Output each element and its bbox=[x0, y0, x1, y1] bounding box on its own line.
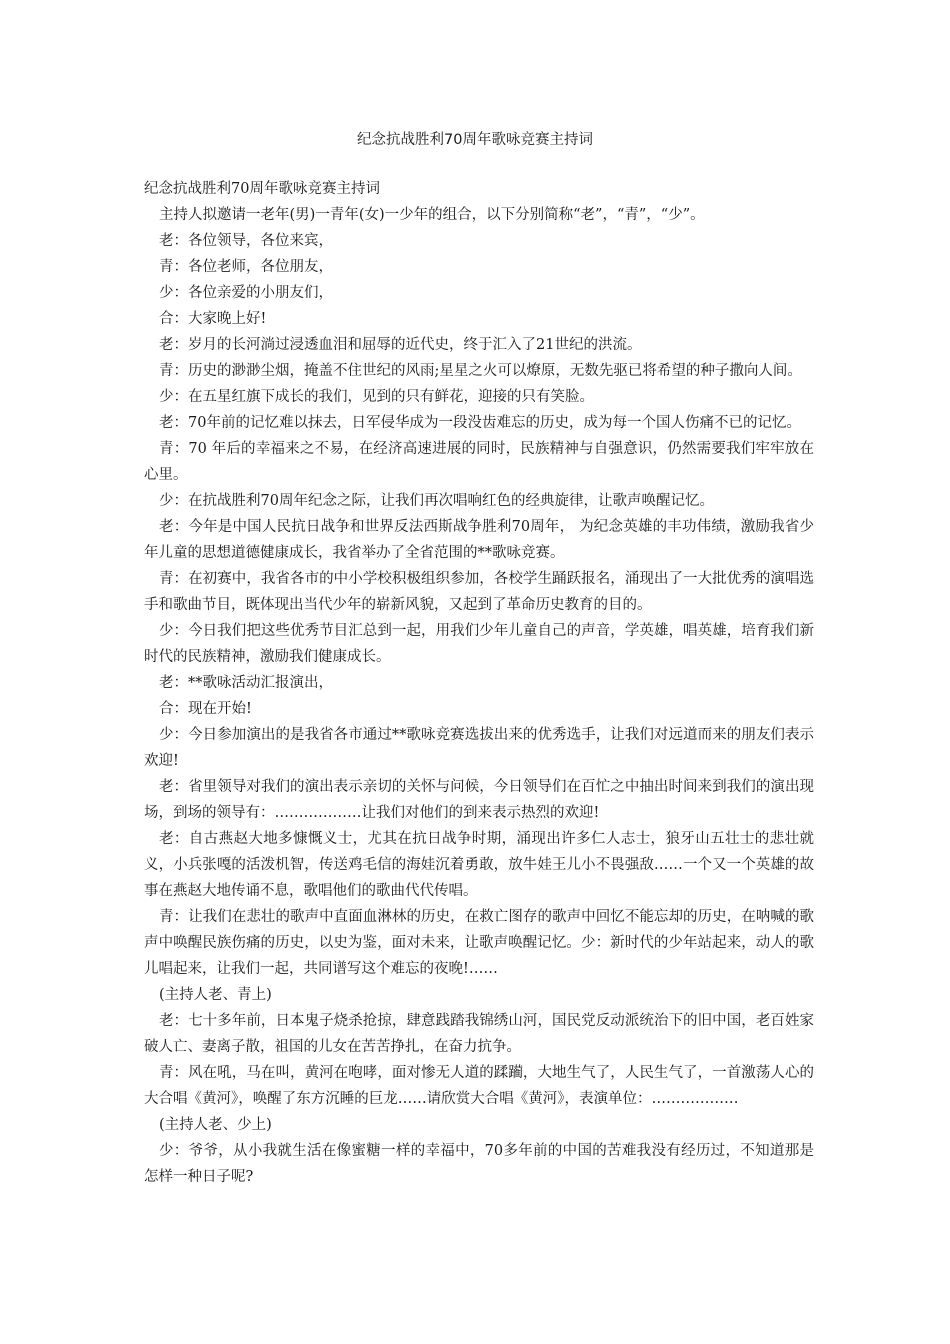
paragraph: 老：省里领导对我们的演出表示亲切的关怀与问候，今日领导们在百忙之中抽出时间来到我们的演出现场，到场的领导有：………………让我们对他们的到来表示热烈的欢迎! bbox=[144, 779, 814, 821]
paragraph: 少：在抗战胜利70周年纪念之际，让我们再次唱响红色的经典旋律，让歌声唤醒记忆。 bbox=[159, 493, 714, 509]
paragraph: 主持人拟邀请一老年(男)一青年(女)一少年的组合，以下分别简称“老”，“青”，“少”。 bbox=[159, 207, 705, 223]
stage-direction: (主持人老、少上) bbox=[159, 1117, 272, 1133]
stage-direction: (主持人老、青上) bbox=[159, 987, 272, 1003]
paragraph: 青：在初赛中，我省各市的中小学校积极组织参加，各校学生踊跃报名，涌现出了一大批优秀的演唱选手和歌曲节目，既体现出当代少年的崭新风貌，又起到了革命历史教育的目的。 bbox=[144, 571, 814, 613]
paragraph: 老：岁月的长河淌过浸透血泪和屈辱的近代史，终于汇入了21世纪的洪流。 bbox=[159, 337, 642, 353]
paragraph: 青：70 年后的幸福来之不易，在经济高速进展的同时，民族精神与自强意识，仍然需要我们牢牢放在心里。 bbox=[144, 441, 814, 483]
document-title: 纪念抗战胜利70周年歌咏竞赛主持词 bbox=[357, 132, 593, 148]
paragraph: 老：自古燕赵大地多慷慨义士，尤其在抗日战争时期，涌现出许多仁人志士，狼牙山五壮士的悲壮就义，小兵张嘎的活泼机智，传送鸡毛信的海娃沉着勇敢，放牛娃王儿小不畏强敌……一个又一个英雄的故事在燕赵大地传诵不息，歌唱他们的歌曲代代传唱。 bbox=[144, 831, 814, 899]
paragraph: 青：各位老师，各位朋友， bbox=[159, 259, 333, 275]
paragraph: 青：历史的渺渺尘烟，掩盖不住世纪的风雨;星星之火可以燎原，无数先驱已将希望的种子撒向人间。 bbox=[159, 363, 802, 379]
paragraph: 青：让我们在悲壮的歌声中直面血淋林的历史，在救亡图存的歌声中回忆不能忘却的历史，在呐喊的歌声中唤醒民族伤痛的历史，以史为鉴，面对未来，让歌声唤醒记忆。少：新时代的少年站起来，动人的歌儿唱起来，让我们一起，共同谱写这个难忘的夜晚!…… bbox=[144, 909, 814, 977]
paragraph: 少：今日参加演出的是我省各市通过**歌咏竞赛选拔出来的优秀选手，让我们对远道而来的朋友们表示欢迎! bbox=[144, 727, 814, 769]
paragraph: 老：**歌咏活动汇报演出， bbox=[159, 675, 333, 691]
paragraph: 老：各位领导，各位来宾， bbox=[159, 233, 333, 249]
paragraph: 老：七十多年前，日本鬼子烧杀抢掠，肆意践踏我锦绣山河，国民党反动派统治下的旧中国，老百姓家破人亡、妻离子散，祖国的儿女在苦苦挣扎，在奋力抗争。 bbox=[144, 1013, 814, 1055]
paragraph: 少：在五星红旗下成长的我们，见到的只有鲜花，迎接的只有笑脸。 bbox=[159, 389, 594, 405]
paragraph: 青：风在吼，马在叫，黄河在咆哮，面对惨无人道的蹂躏，大地生气了，人民生气了，一首激荡人心的大合唱《黄河》，唤醒了东方沉睡的巨龙……请欣赏大合唱《黄河》，表演单位：……………… bbox=[144, 1065, 814, 1107]
paragraph: 合：现在开始! bbox=[159, 701, 252, 717]
paragraph: 少：今日我们把这些优秀节目汇总到一起，用我们少年儿童自己的声音，学英雄，唱英雄，培育我们新时代的民族精神，激励我们健康成长。 bbox=[144, 623, 814, 665]
document-body bbox=[144, 176, 814, 1190]
paragraph: 少：各位亲爱的小朋友们， bbox=[159, 285, 333, 301]
body-heading: 纪念抗战胜利70周年歌咏竞赛主持词 bbox=[144, 181, 380, 197]
paragraph: 老：今年是中国人民抗日战争和世界反法西斯战争胜利70周年， 为纪念英雄的丰功伟绩，激励我省少年儿童的思想道德健康成长，我省举办了全省范围的**歌咏竞赛。 bbox=[144, 519, 814, 561]
paragraph: 老：70年前的记忆难以抹去，日军侵华成为一段没齿难忘的历史，成为每一个国人伤痛不已的记忆。 bbox=[159, 415, 801, 431]
paragraph: 合：大家晚上好! bbox=[159, 311, 267, 327]
paragraph: 少：爷爷，从小我就生活在像蜜糖一样的幸福中，70多年前的中国的苦难我没有经历过，不知道那是怎样一种日子呢? bbox=[144, 1143, 814, 1185]
